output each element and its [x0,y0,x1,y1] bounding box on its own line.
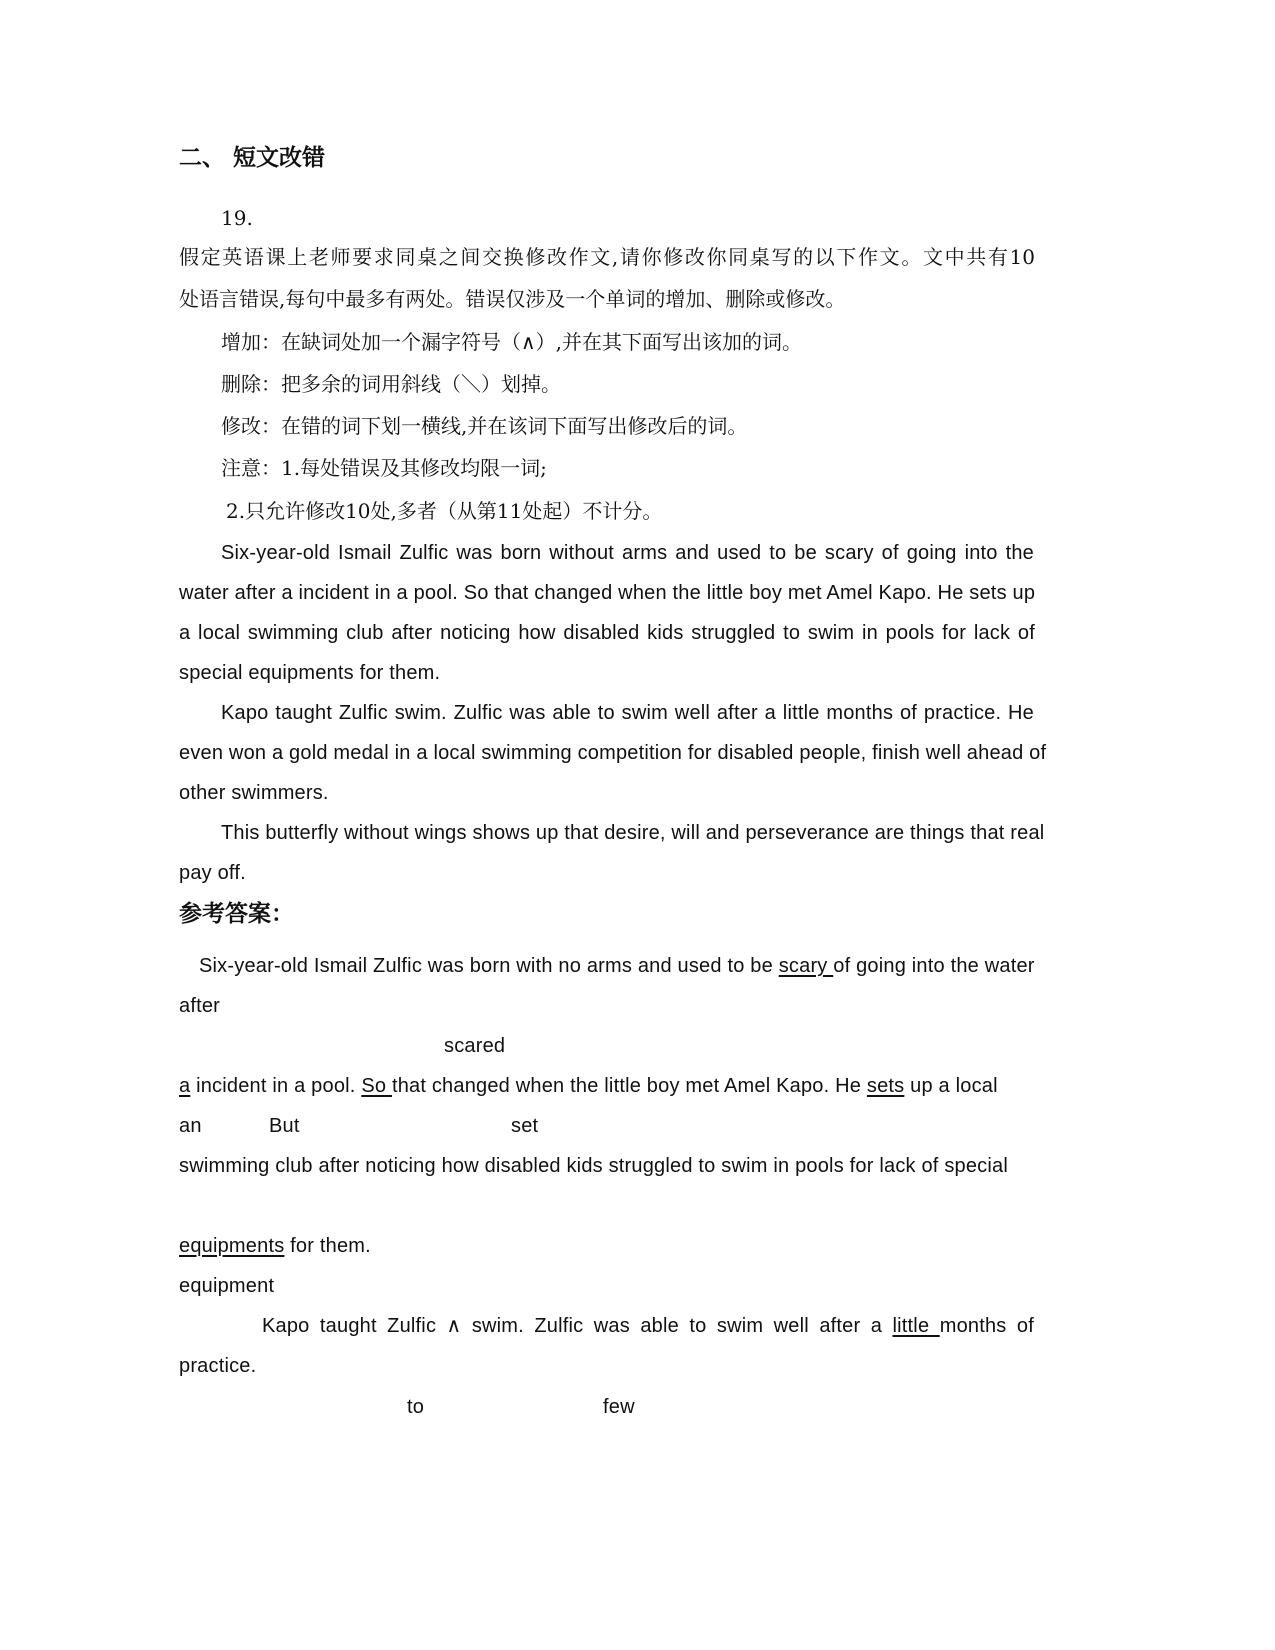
correction-equipment: equipment [179,1275,275,1297]
section-heading: 二、 短文改错 [179,145,326,171]
instruction-note-1: 注意：1.每处错误及其修改均限一词; [221,456,547,480]
correction-but: But [269,1115,300,1137]
error-little: little [892,1315,940,1337]
answer-line-6-post: months of [939,1315,1034,1337]
answer-line-5-post: for them. [284,1235,371,1257]
passage-p1-line-2: water after a incident in a pool. So that changed when the little boy met Amel Kapo. He sets up [179,582,1036,604]
correction-an: an [179,1115,202,1137]
instruction-delete: 删除：把多余的词用斜线（＼）划掉。 [221,372,561,396]
passage-p1-line-4: special equipments for them. [179,662,441,684]
answer-line-3-mid-1: incident in a pool. [190,1075,362,1097]
instruction-line-2: 处语言错误,每句中最多有两处。错误仅涉及一个单词的增加、删除或修改。 [179,287,846,311]
answer-line-1-post: of going into the water [833,955,1035,977]
instruction-modify: 修改：在错的词下划一横线,并在该词下面写出修改后的词。 [221,414,748,438]
instruction-note-2: 2.只允许修改10处,多者（从第11处起）不计分。 [226,499,663,523]
question-number: 19. [221,206,253,230]
error-equipments: equipments [179,1235,285,1257]
error-sets: sets [866,1075,905,1097]
passage-p2-line-3: other swimmers. [179,782,329,804]
answer-line-7: practice. [179,1355,257,1377]
answer-line-6-pre: Kapo taught Zulfic ∧ swim. Zulfic was able to swim well after a [262,1315,893,1337]
passage-p3-line-2: pay off. [179,862,246,884]
error-scary: scary [778,955,834,977]
passage-p2-line-2: even won a gold medal in a local swimming competition for disabled people, finish well ahead of [179,742,1047,764]
answer-line-6 [262,1314,1034,1338]
error-so: So [361,1075,392,1097]
answer-line-3-mid-2: that changed when the little boy met Amel Kapo. He [391,1075,867,1097]
answer-line-4: swimming club after noticing how disabled kids struggled to swim in pools for lack of special [179,1155,1008,1177]
answer-line-2: after [179,995,221,1017]
answer-line-3 [179,1074,998,1098]
correction-set: set [511,1115,539,1137]
passage-p1-line-3: a local swimming club after noticing how disabled kids struggled to swim in pools for lack of [179,622,1035,644]
instruction-line-1: 假定英语课上老师要求同桌之间交换修改作文,请你修改你同桌写的以下作文。文中共有10 [179,245,1035,269]
answer-line-3-post: up a local [904,1075,998,1097]
passage-p2-line-1: Kapo taught Zulfic swim. Zulfic was able to swim well after a little months of practice. He [221,702,1034,724]
passage-p1-line-1: Six-year-old Ismail Zulfic was born without arms and used to be scary of going into the [221,542,1034,564]
passage-p3-line-1: This butterfly without wings shows up that desire, will and perseverance are things that real [221,822,1045,844]
answer-line-1-pre: Six-year-old Ismail Zulfic was born with no arms and used to be [199,955,779,977]
correction-to: to [407,1396,425,1418]
correction-scared: scared [444,1035,506,1057]
error-a: a [179,1075,191,1097]
answer-heading: 参考答案： [179,901,294,927]
instruction-add: 增加：在缺词处加一个漏字符号（∧）,并在其下面写出该加的词。 [221,330,802,354]
answer-line-5 [179,1234,371,1258]
correction-few: few [603,1396,635,1418]
answer-line-1 [199,954,1034,978]
